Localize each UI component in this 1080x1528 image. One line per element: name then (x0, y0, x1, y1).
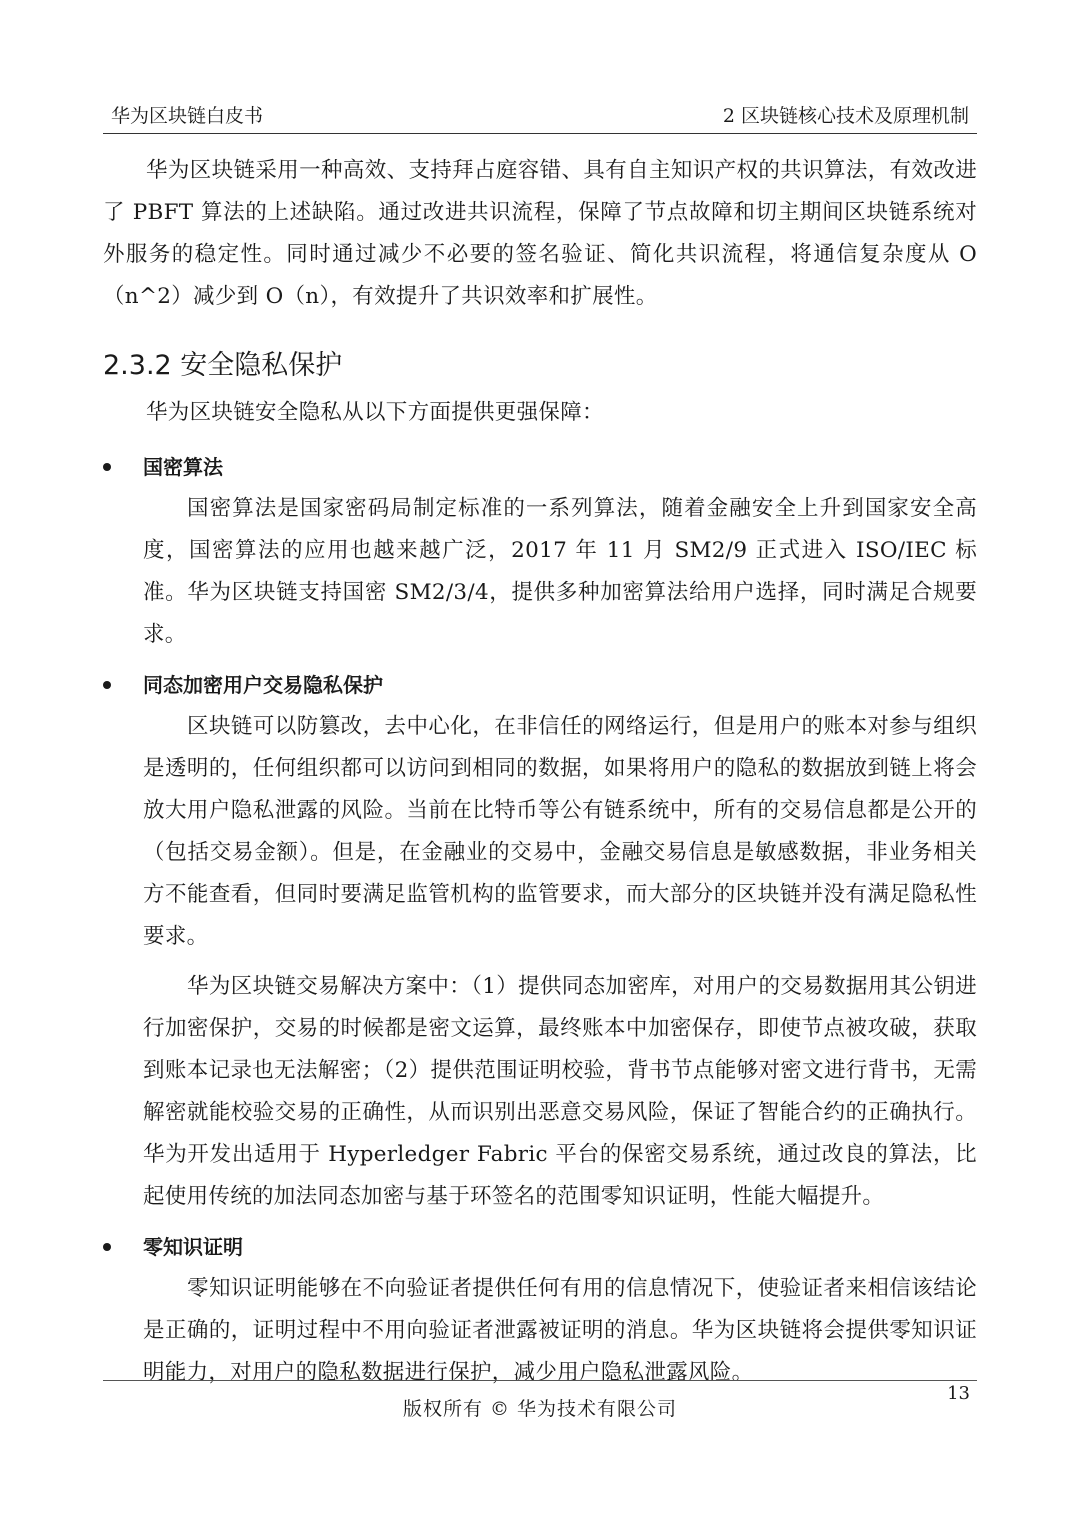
bullet-dot-icon (103, 1243, 111, 1251)
body-paragraph: 区块链可以防篡改，去中心化，在非信任的网络运行，但是用户的账本对参与组织是透明的，任何组织都可以访问到相同的数据，如果将用户的隐私的数据放到链上将会放大用户隐私泄露的风险。当前在比特币等公有链系统中，所有的交易信息都是公开的（包括交易金额）。但是，在金融业的交易中，金融交易信息是敏感数据，非业务相关方不能查看，但同时要满足监管机构的监管要求，而大部分的区块链并没有满足隐私性要求。 (143, 714, 977, 949)
bullet-body (143, 1268, 977, 1394)
body-paragraph: 国密算法是国家密码局制定标准的一系列算法，随着金融安全上升到国家安全高度，国密算法的应用也越来越广泛，2017 年 11 月 SM2/9 正式进入 ISO/IEC 标准。华为区块链支持国密 SM2/3/4，提供多种加密算法给用户选择，同时满足合规要求。 (143, 496, 977, 647)
bullet-dot-icon (103, 463, 111, 471)
bullet-heading-text: 国密算法 (143, 455, 223, 479)
body-paragraph: 零知识证明能够在不向验证者提供任何有用的信息情况下，使验证者来相信该结论是正确的，证明过程中不用向验证者泄露被证明的消息。华为区块链将会提供零知识证明能力，对用户的隐私数据进行保护，减少用户隐私泄露风险。 (143, 1276, 977, 1385)
page-header (103, 103, 977, 134)
header-chapter-title: 2 区块链核心技术及原理机制 (722, 105, 969, 127)
header-doc-title: 华为区块链白皮书 (111, 105, 264, 127)
bullet-heading-text: 零知识证明 (143, 1235, 243, 1259)
intro-paragraph: 华为区块链采用一种高效、支持拜占庭容错、具有自主知识产权的共识算法，有效改进了 PBFT 算法的上述缺陷。通过改进共识流程，保障了节点故障和切主期间区块链系统对外服务的稳定性。同时通过减少不必要的签名验证、简化共识流程，将通信复杂度从 O（n^2）减少到 O（n），有效提升了共识效率和扩展性。 (103, 158, 977, 309)
bullet-heading-text: 同态加密用户交易隐私保护 (143, 673, 383, 697)
body-paragraph: 华为区块链交易解决方案中：（1）提供同态加密库，对用户的交易数据用其公钥进行加密保护，交易的时候都是密文运算，最终账本中加密保存，即使节点被攻破，获取到账本记录也无法解密；（2）提供范围证明校验，背书节点能够对密文进行背书，无需解密就能校验交易的正确性，从而识别出恶意交易风险，保证了智能合约的正确执行。华为开发出适用于 Hyperledger Fabric 平台的保密交易系统，通过改良的算法，比起使用传统的加法同态加密与基于环签名的范围零知识证明，性能大幅提升。 (143, 974, 977, 1209)
bullet-heading (103, 1226, 977, 1268)
section-title: 2.3.2 安全隐私保护 (103, 350, 343, 381)
page-content (103, 150, 977, 1394)
bullet-body (143, 488, 977, 656)
footer-divider (103, 1380, 977, 1381)
bullet-heading (103, 446, 977, 488)
section-intro: 华为区块链安全隐私从以下方面提供更强保障： (146, 400, 604, 425)
bullet-dot-icon (103, 681, 111, 689)
bullet-heading (103, 664, 977, 706)
bullet-body (143, 706, 977, 1218)
paragraph-gap (143, 958, 977, 966)
page-number: 13 (947, 1383, 970, 1404)
copyright-notice: 版权所有 © 华为技术有限公司 (402, 1398, 678, 1420)
